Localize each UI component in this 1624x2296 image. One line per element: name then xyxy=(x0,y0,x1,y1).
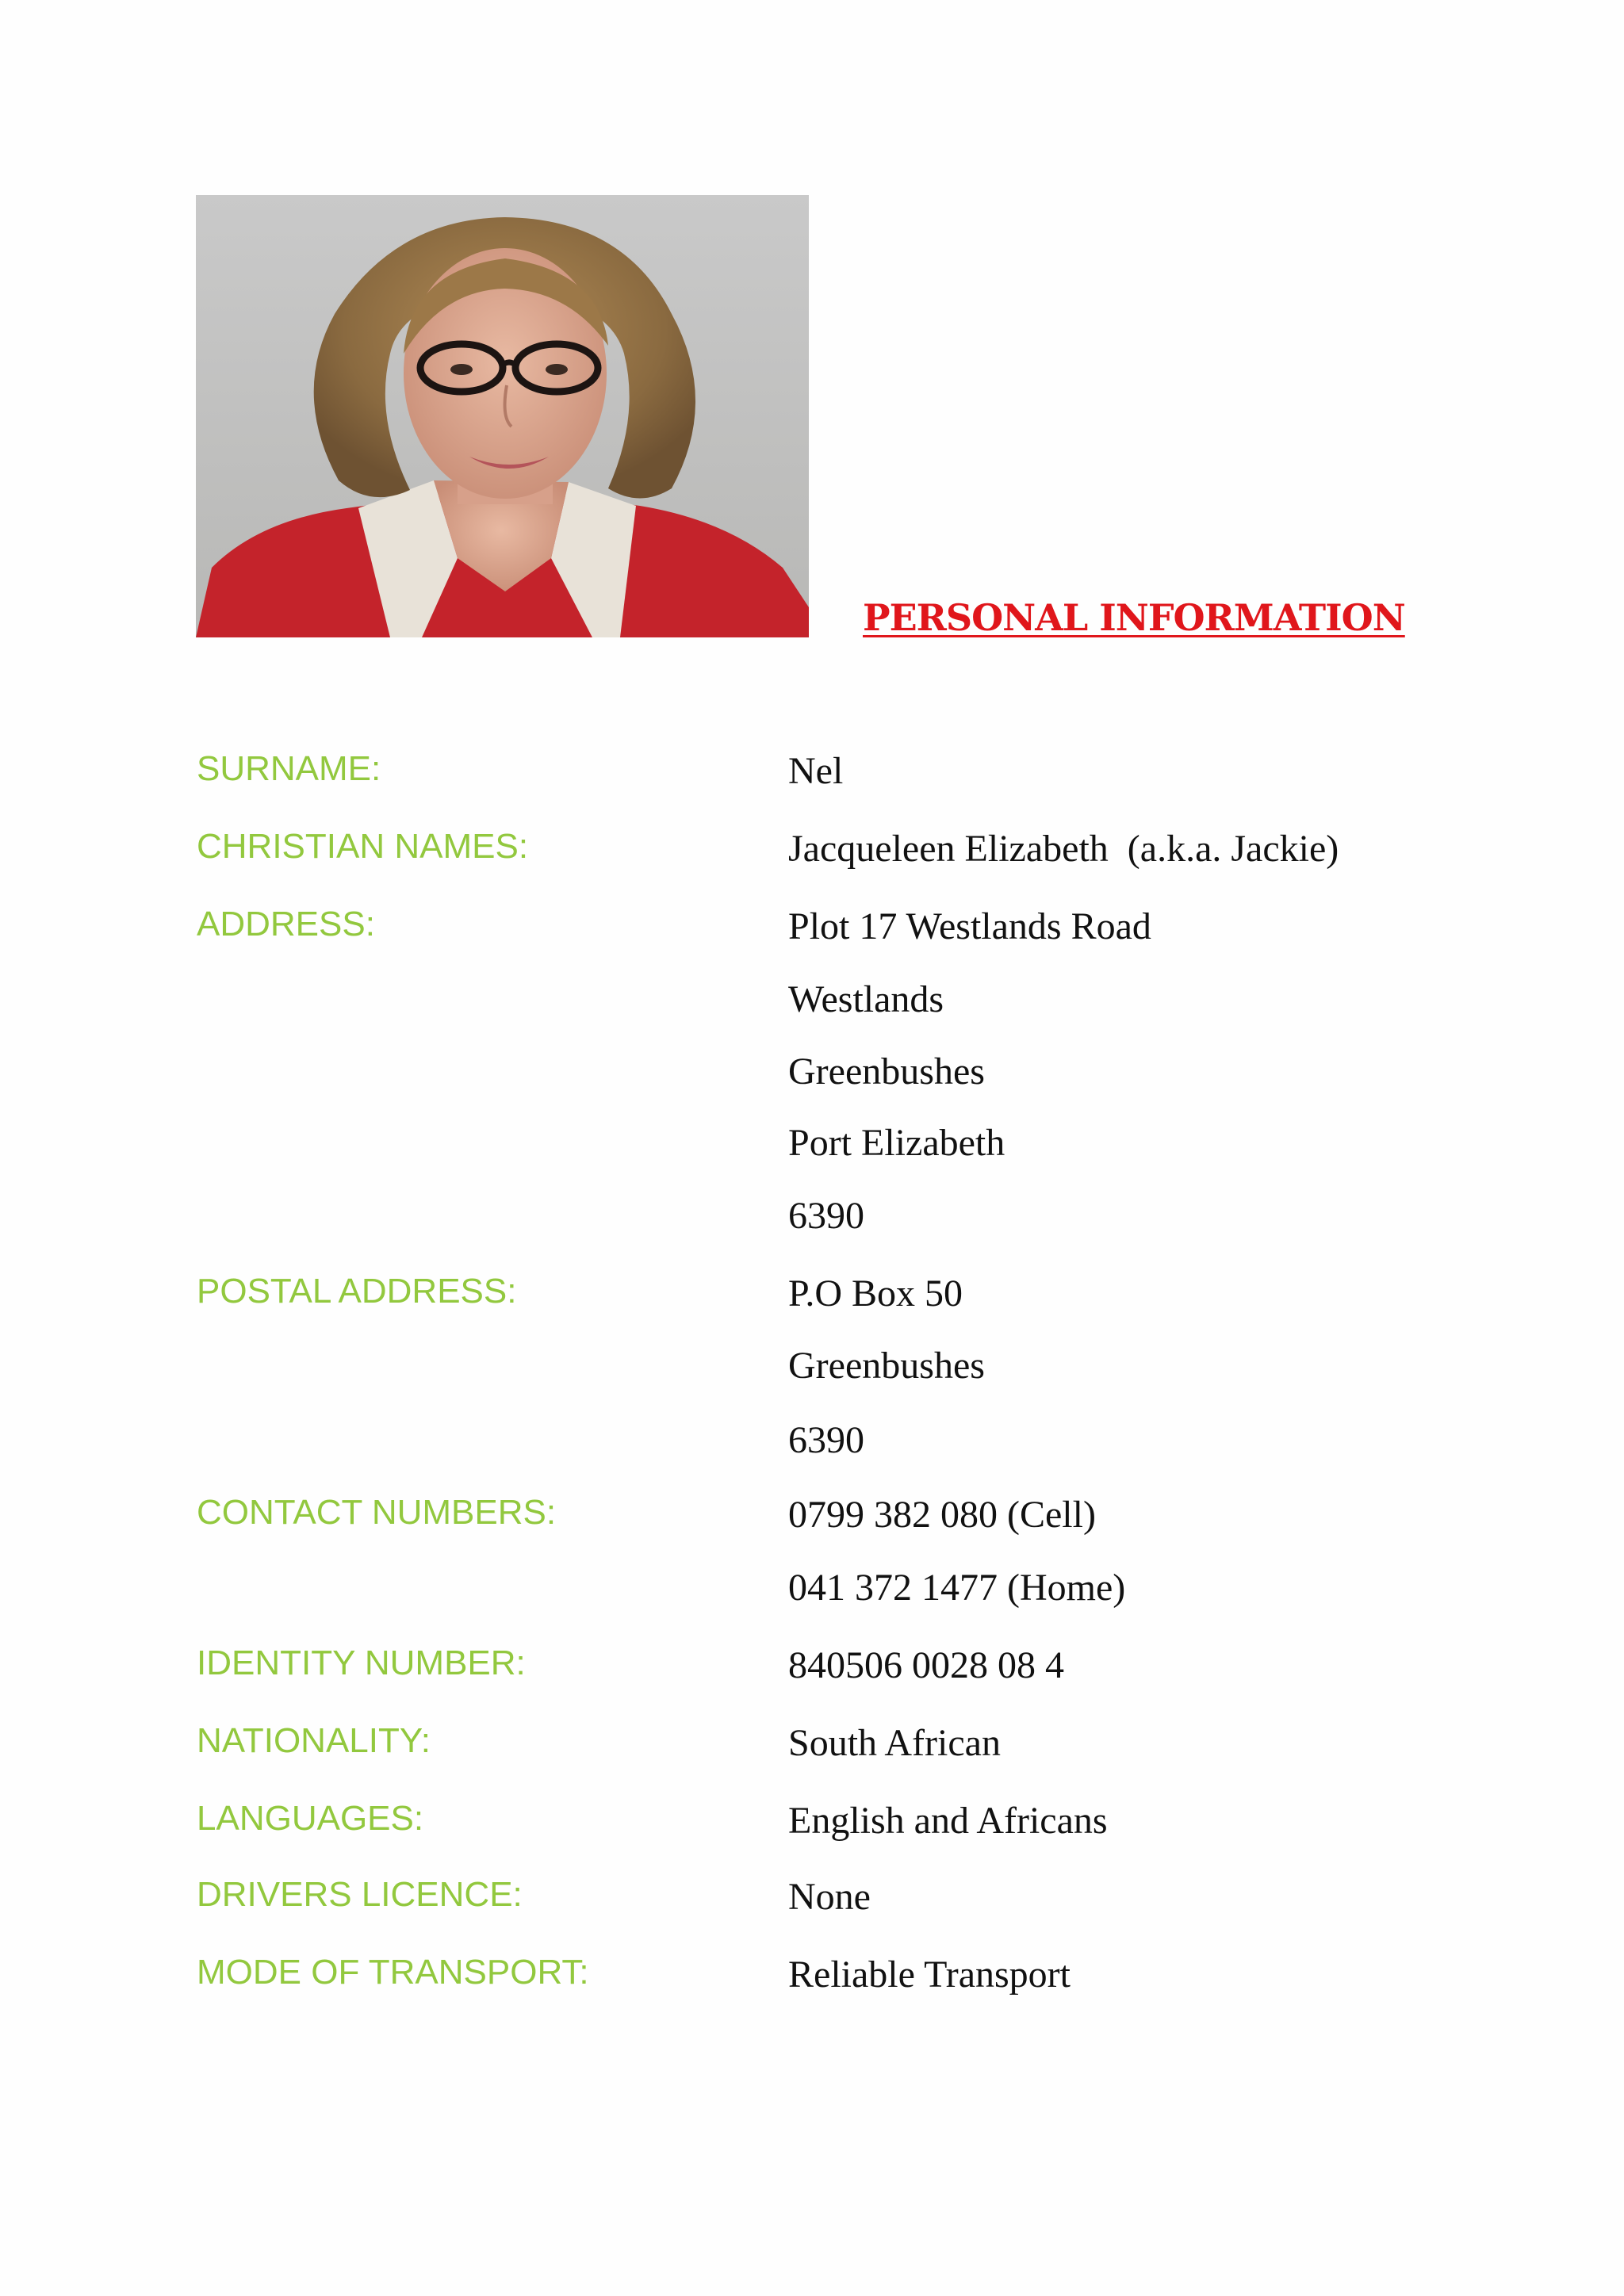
postal-address-label: POSTAL ADDRESS: xyxy=(197,1272,517,1311)
address-line-5: 6390 xyxy=(788,1195,864,1237)
drivers-licence-value: None xyxy=(788,1876,871,1918)
identity-number-value: 840506 0028 08 4 xyxy=(788,1644,1064,1686)
field-row-address-cont xyxy=(0,1194,1624,1249)
field-row-languages xyxy=(0,1799,1624,1854)
field-row-nationality xyxy=(0,1721,1624,1777)
field-row-surname xyxy=(0,749,1624,805)
languages-value: English and Africans xyxy=(788,1800,1108,1842)
profile-photo xyxy=(196,195,809,637)
field-row-mode-of-transport xyxy=(0,1953,1624,2008)
field-row-postal-address-cont xyxy=(0,1418,1624,1474)
field-row-address-cont xyxy=(0,978,1624,1033)
postal-address-line-3: 6390 xyxy=(788,1419,864,1461)
field-row-christian-names xyxy=(0,827,1624,882)
field-row-contact-numbers-cont xyxy=(0,1566,1624,1621)
languages-label: LANGUAGES: xyxy=(197,1799,424,1838)
contact-numbers-label: CONTACT NUMBERS: xyxy=(197,1493,557,1532)
address-label: ADDRESS: xyxy=(197,905,375,943)
address-line-4: Port Elizabeth xyxy=(788,1122,1005,1164)
address-line-1: Plot 17 Westlands Road xyxy=(788,905,1151,947)
christian-names-value: Jacqueleen Elizabeth (a.k.a. Jackie) xyxy=(788,828,1339,870)
nationality-value: South African xyxy=(788,1722,1001,1764)
contact-number-cell: 0799 382 080 (Cell) xyxy=(788,1494,1096,1536)
surname-label: SURNAME: xyxy=(197,749,381,788)
postal-address-line-2: Greenbushes xyxy=(788,1345,985,1387)
drivers-licence-label: DRIVERS LICENCE: xyxy=(197,1875,523,1914)
address-line-2: Westlands xyxy=(788,978,944,1020)
surname-value: Nel xyxy=(788,750,844,792)
field-row-contact-numbers xyxy=(0,1493,1624,1548)
mode-of-transport-label: MODE OF TRANSPORT: xyxy=(197,1953,589,1992)
field-row-identity-number xyxy=(0,1644,1624,1699)
identity-number-label: IDENTITY NUMBER: xyxy=(197,1644,526,1682)
mode-of-transport-value: Reliable Transport xyxy=(788,1954,1071,1996)
field-row-drivers-licence xyxy=(0,1875,1624,1931)
field-row-postal-address xyxy=(0,1272,1624,1327)
nationality-label: NATIONALITY: xyxy=(197,1721,431,1760)
address-line-3: Greenbushes xyxy=(788,1050,985,1093)
contact-number-home: 041 372 1477 (Home) xyxy=(788,1567,1126,1609)
field-row-address-cont xyxy=(0,1050,1624,1105)
field-row-postal-address-cont xyxy=(0,1344,1624,1399)
field-row-address-cont xyxy=(0,1121,1624,1177)
christian-names-label: CHRISTIAN NAMES: xyxy=(197,827,529,866)
section-title: PERSONAL INFORMATION xyxy=(863,596,1405,639)
profile-photo-image xyxy=(196,195,809,637)
postal-address-line-1: P.O Box 50 xyxy=(788,1272,963,1314)
field-row-address xyxy=(0,905,1624,960)
